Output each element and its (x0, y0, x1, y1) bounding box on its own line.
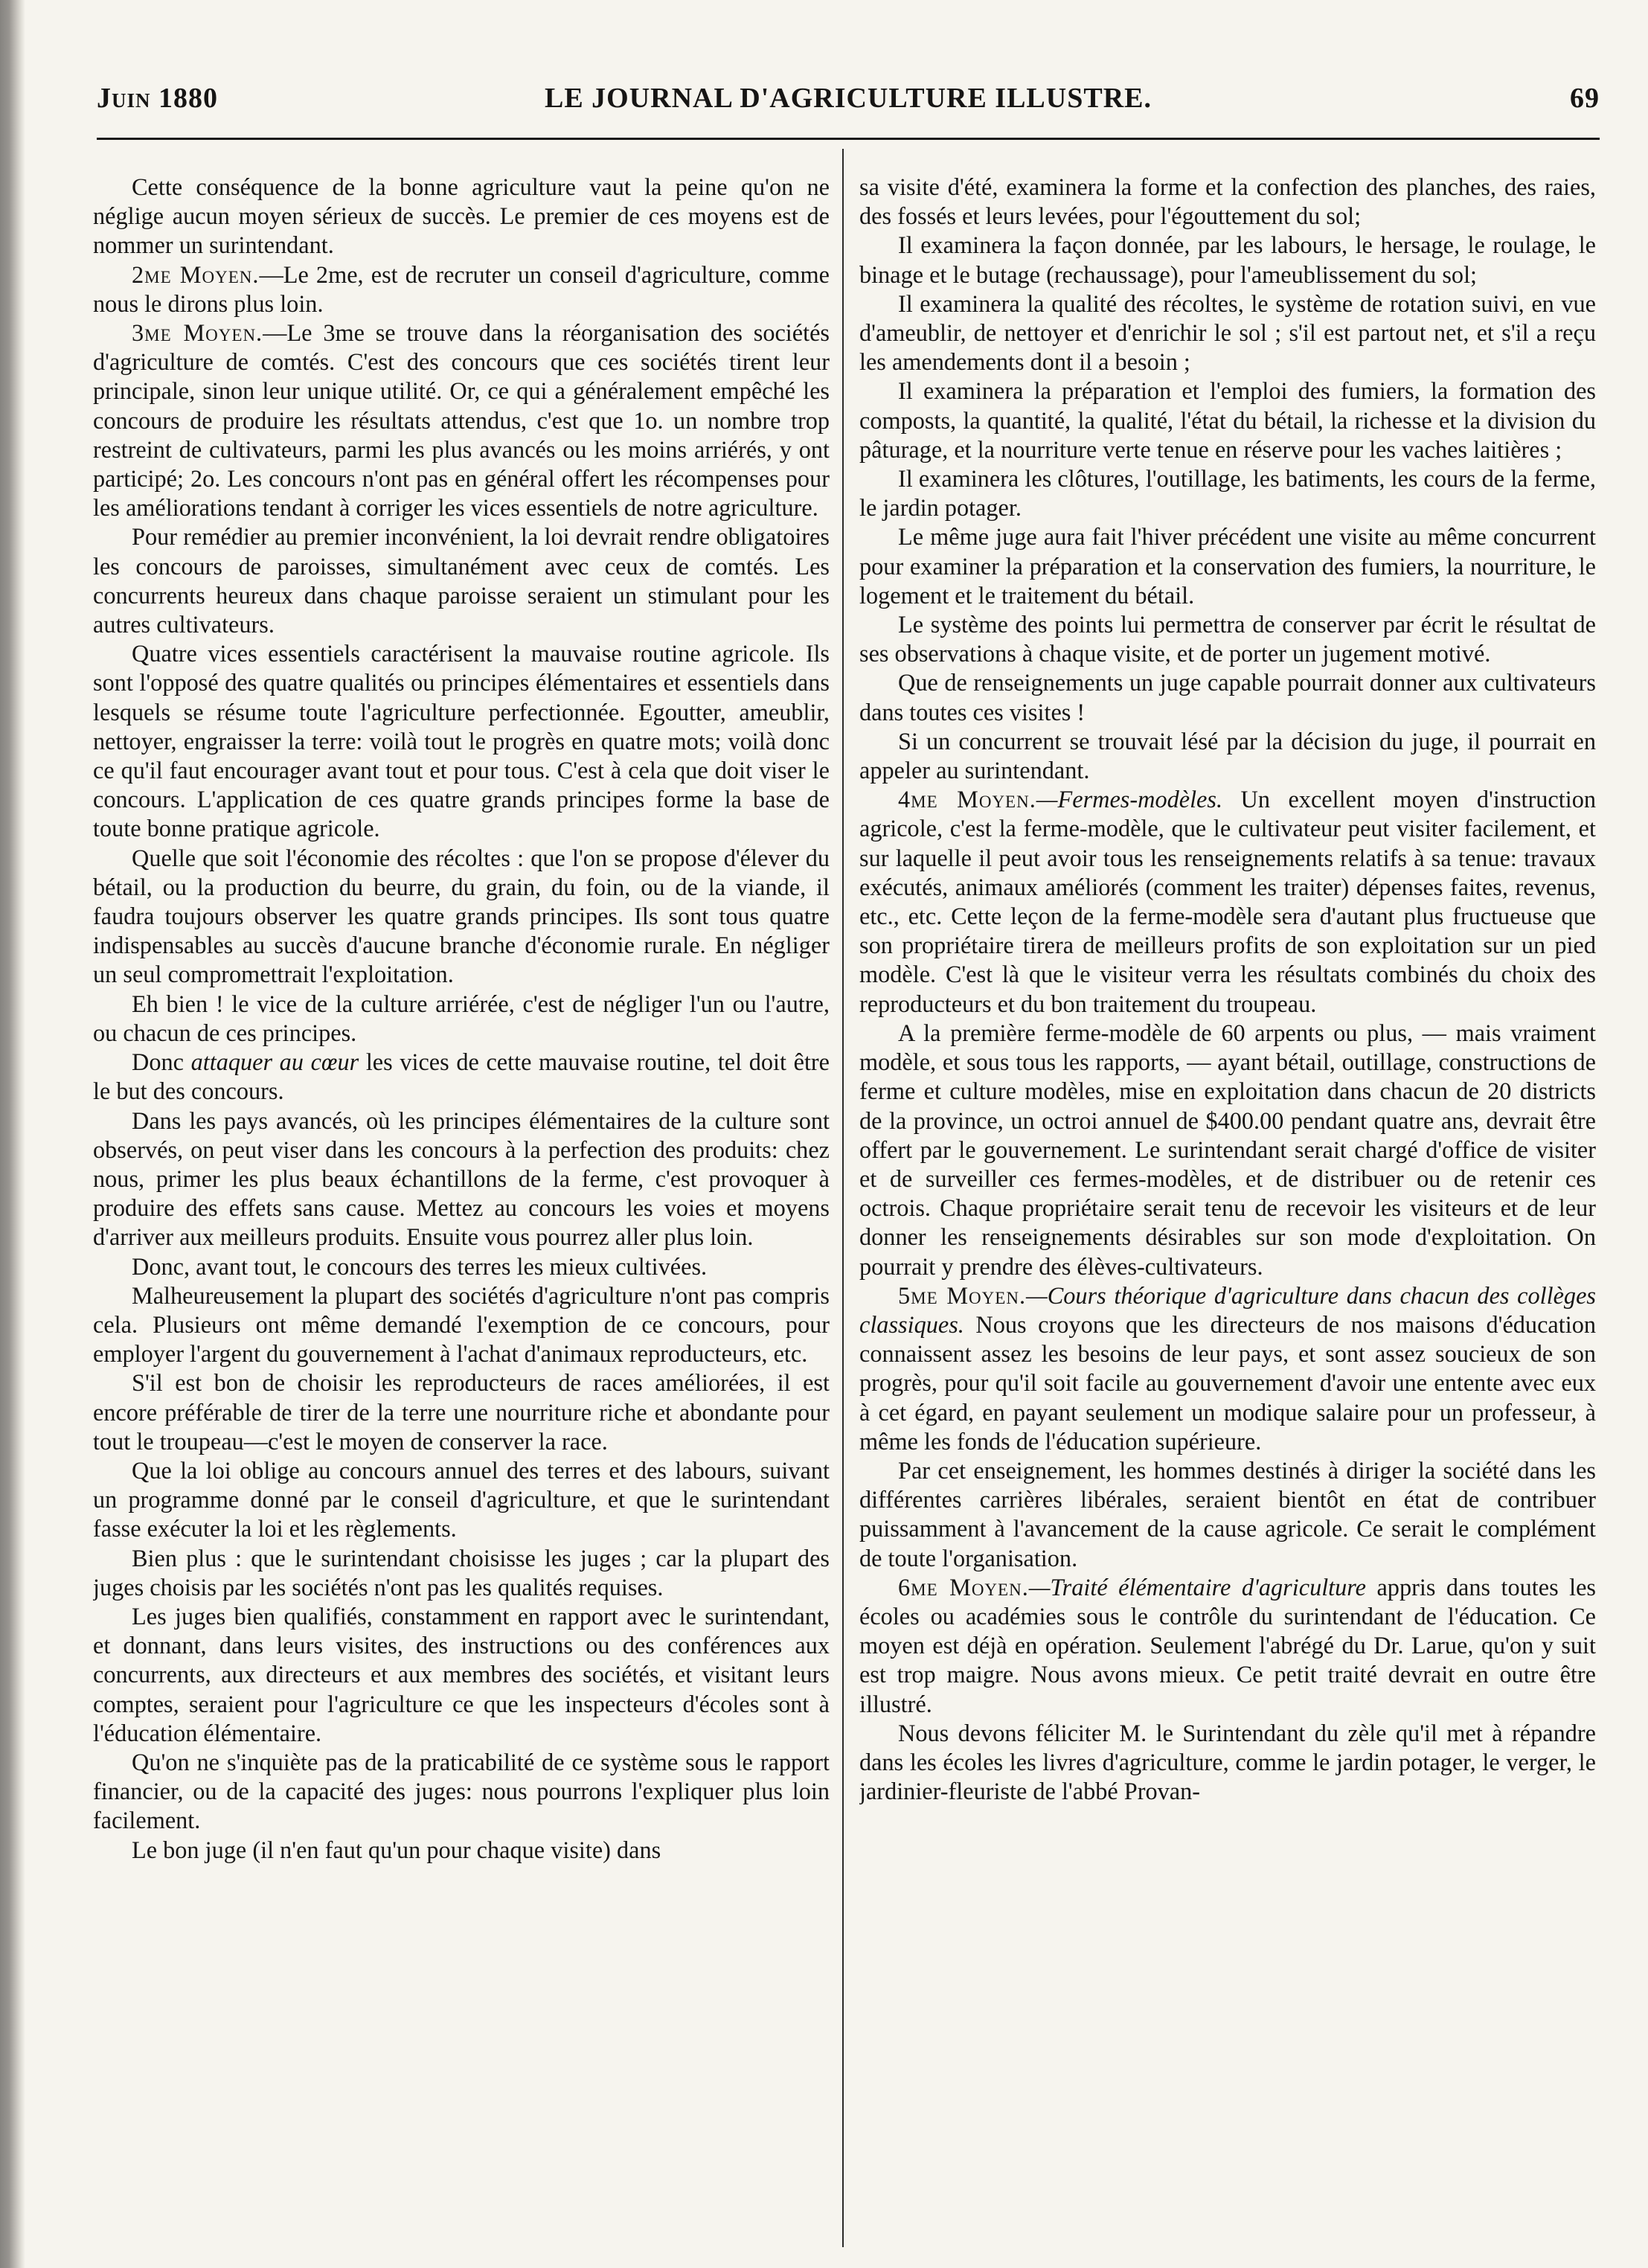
paragraph: Cette conséquence de la bonne agriculture vaut la peine qu'on ne néglige aucun moyen sérieux de succès. Le premier de ces moyens est de nommer un surintendant. (93, 173, 830, 259)
section-title: —Fermes-modèles. (1036, 786, 1223, 813)
header-rule (97, 138, 1600, 140)
paragraph (859, 1573, 1596, 1719)
paragraph (859, 785, 1596, 1019)
paragraph (859, 1281, 1596, 1456)
journal-title: LE JOURNAL D'AGRICULTURE ILLUSTRE. (544, 83, 1152, 114)
left-column (93, 173, 830, 2241)
paragraph: Donc, avant tout, le concours des terres les mieux cultivées. (132, 1252, 708, 1280)
running-header (97, 82, 1600, 126)
paragraph: Quelle que soit l'économie des récoltes : que l'on se propose d'élever du bétail, ou la production du beurre, du grain, du foin, ou de la viande, il faudra toujours observer les quatre grands principes. Ils sont tous quatre indispensables au succès d'aucune branche d'économie rurale. En négliger un seul compromettrait l'exploitation. (93, 844, 830, 988)
paragraph (93, 318, 830, 522)
emphasis: attaquer au cœur (190, 1048, 359, 1076)
paragraph (93, 260, 830, 318)
section-lead: 2me Moyen. (132, 260, 260, 288)
paragraph-text: Nous croyons que les directeurs de nos maisons d'éducation connaissent assez les besoins de leur pays, et sont assez soucieux de son progrès, pour qu'il soit facile au gouvernement d'avoir une entente avec eux à cet égard, en payant seulement un modique salaire pour un professeur, à même les fonds de l'éducation supérieure. (859, 1310, 1596, 1455)
paragraph: A la première ferme-modèle de 60 arpents ou plus, — mais vraiment modèle, et sous tous les rapports, — ayant bétail, outillage, constructions de ferme et culture modèles, mise en exploitation dans chacun de 20 districts de la province, un octroi annuel de $400.00 pendant quatre ans, devrait être offert par le gouvernement. Le surintendant serait chargé d'office de visiter et de surveiller ces fermes-modèles, et de distribuer ou de retenir ces octrois. Chaque propriétaire serait tenu de recevoir les visiteurs et de leur donner les renseignements désirables sur son mode d'exploitation. On pourrait y prendre des élèves-cultivateurs. (859, 1019, 1596, 1280)
paragraph (93, 1048, 830, 1106)
paragraph: Que la loi oblige au concours annuel des terres et des labours, suivant un programme donné par le conseil d'agriculture, et que le surintendant fasse exécuter la loi et les règlements. (93, 1456, 830, 1543)
paragraph: Eh bien ! le vice de la culture arriérée, c'est de négliger l'un ou l'autre, ou chacun de ces principes. (93, 990, 830, 1046)
paragraph: Bien plus : que le surintendant choisisse les juges ; car la plupart des juges choisis par les sociétés n'ont pas les qualités requises. (93, 1544, 830, 1601)
paragraph-text: appris dans toutes les écoles ou académies sous le contrôle du surintendant de l'éducation. Ce moyen est déjà en opération. Seulement l'abrégé du Dr. Larue, qu'on y suit est trop maigre. Nous avons mieux. Ce petit traité devrait en outre être illustré. (859, 1573, 1596, 1717)
paragraph: S'il est bon de choisir les reproducteurs de races améliorées, il est encore préférable de tirer de la terre une nourriture riche et abondante pour tout le troupeau—c'est le moyen de conserver la race. (93, 1369, 830, 1455)
paragraph: Le même juge aura fait l'hiver précédent une visite au même concurrent pour examiner la préparation et la conservation des fumiers, la nourriture, le logement et le traitement du bétail. (859, 523, 1596, 609)
page-number: 69 (1570, 83, 1600, 114)
paragraph-text: —Le 2me, est de recruter un conseil d'agriculture, comme nous le dirons plus loin. (93, 260, 830, 317)
section-lead: 3me Moyen. (132, 319, 263, 347)
paragraph: Le système des points lui permettra de conserver par écrit le résultat de ses observations à chaque visite, et de porter un jugement motivé. (859, 611, 1596, 667)
paragraph-text: Un excellent moyen d'instruction agricole, c'est la ferme-modèle, que le cultivateur peut visiter facilement, et sur laquelle il peut avoir tous les renseignements relatifs à sa tenue: travaux exécutés, animaux améliorés (comment les traiter) dépenses faites, revenus, etc., etc. Cette leçon de la ferme-modèle sera d'autant plus fructueuse que son propriétaire tirera de meilleurs profits de son exploitation sur un pied modèle. C'est là que le visiteur verra les résultats combinés du choix des reproducteurs et du bon traitement du troupeau. (859, 786, 1596, 1017)
paragraph (859, 173, 1596, 231)
paragraph: Quatre vices essentiels caractérisent la mauvaise routine agricole. Ils sont l'opposé des quatre qualités ou principes élémentaires et essentiels dans lesquels se résume toute l'agriculture perfectionnée. Egoutter, ameublir, nettoyer, engraisser la terre: voilà tout le progrès en quatre mots; voilà donc ce qu'il faut encourager avant tout et pour tous. C'est à cela que doit viser le concours. L'application de ces quatre grands principes forme la base de toute bonne pratique agricole. (93, 640, 830, 842)
paragraph: Qu'on ne s'inquiète pas de la praticabilité de ce système sous le rapport financier, ou de la capacité des juges: nous pourrons l'expliquer plus loin facilement. (93, 1748, 830, 1834)
right-column (859, 173, 1596, 2241)
paragraph: Pour remédier au premier inconvénient, la loi devrait rendre obligatoires les concours de paroisses, simultanément avec ceux de comtés. Les concurrents heureux dans chaque paroisse seraient un stimulant pour les autres cultivateurs. (93, 523, 830, 638)
paragraph: Il examinera les clôtures, l'outillage, les batiments, les cours de la ferme, le jardin potager. (859, 465, 1596, 522)
section-title: —Cours théorique d'agriculture dans chacun des collèges classiques. (859, 1281, 1596, 1338)
paragraph: Dans les pays avancés, où les principes élémentaires de la culture sont observés, on peut viser dans les concours à la perfection des produits: chez nous, primer les plus beaux échantillons de la ferme, c'est provoquer à produire des effets sans cause. Mettez au concours les voies et moyens d'arriver aux meilleurs produits. Ensuite vous pourrez aller plus loin. (93, 1106, 830, 1251)
paragraph-text: les vices de cette mauvaise routine, tel doit être le but des concours. (93, 1048, 830, 1105)
section-lead: 4me Moyen. (898, 786, 1036, 813)
paragraph-text: —Le 3me se trouve dans la réorganisation des sociétés d'agriculture de comtés. C'est des concours que ces sociétés tirent leur principale, sinon leur unique utilité. Or, ce qui a généralement empêché les concours de produire les résultats attendus, c'est que 1o. un nombre trop restreint de cultivateurs, parmi les plus avancés ou les moins arriérés, y ont participé; 2o. Les concours n'ont pas en général offert les récompenses pour les améliorations tendant à corriger les vices essentiels de notre agriculture. (93, 319, 830, 522)
paragraph: Que de renseignements un juge capable pourrait donner aux cultivateurs dans toutes ces visites ! (859, 669, 1596, 725)
paragraph-text: Donc (132, 1048, 191, 1076)
page-binding-edge (0, 0, 25, 2268)
paragraph: Le bon juge (il n'en faut qu'un pour chaque visite) dans (132, 1836, 661, 1863)
header-date: Juin 1880 (97, 83, 219, 114)
paragraph: Il examinera la qualité des récoltes, le système de rotation suivi, en vue d'ameublir, de nettoyer et d'enrichir le sol ; s'il est partout net, et s'il a reçu les amendements dont il a besoin ; (859, 289, 1596, 376)
paragraph: Il examinera la préparation et l'emploi des fumiers, la formation des composts, la quantité, la qualité, l'état du bétail, la richesse et la division du pâturage, et la nourriture verte tenue en réserve pour les vaches laitières ; (859, 377, 1596, 463)
section-lead: 6me Moyen. (898, 1573, 1029, 1601)
section-lead: 5me Moyen. (898, 1281, 1027, 1309)
paragraph: Par cet enseignement, les hommes destinés à diriger la société dans les différentes carrières libérales, seraient bientôt en état de contribuer puissamment à l'avancement de la cause agricole. Ce serait le complément de toute l'organisation. (859, 1456, 1596, 1572)
paragraph: Les juges bien qualifiés, constamment en rapport avec le surintendant, et donnant, dans leurs visites, des instructions ou des conférences aux concurrents, aux directeurs et aux membres des sociétés, et visitant leurs comptes, seraient pour l'agriculture ce que les inspecteurs d'écoles sont à l'éducation élémentaire. (93, 1602, 830, 1746)
paragraph: Malheureusement la plupart des sociétés d'agriculture n'ont pas compris cela. Plusieurs ont même demandé l'exemption de ce concours, pour employer l'argent du gouvernement à l'achat d'animaux reproducteurs, etc. (93, 1281, 830, 1368)
paragraph-text: sa visite d'été, examinera la forme et la confection des planches, des raies, des fossés et leurs levées, pour l'égouttement du sol; (859, 173, 1596, 230)
paragraph: Nous devons féliciter M. le Surintendant du zèle qu'il met à répandre dans les écoles les livres d'agriculture, comme le jardin potager, le verger, le jardinier-fleuriste de l'abbé Provan- (859, 1719, 1596, 1805)
paragraph: Il examinera la façon donnée, par les labours, le hersage, le roulage, le binage et le butage (rechaussage), pour l'ameublissement du sol; (859, 231, 1596, 288)
section-title: —Traité élémentaire d'agriculture (1028, 1573, 1367, 1601)
column-divider (842, 149, 844, 2247)
paragraph: Si un concurrent se trouvait lésé par la décision du juge, il pourrait en appeler au surintendant. (859, 727, 1596, 784)
